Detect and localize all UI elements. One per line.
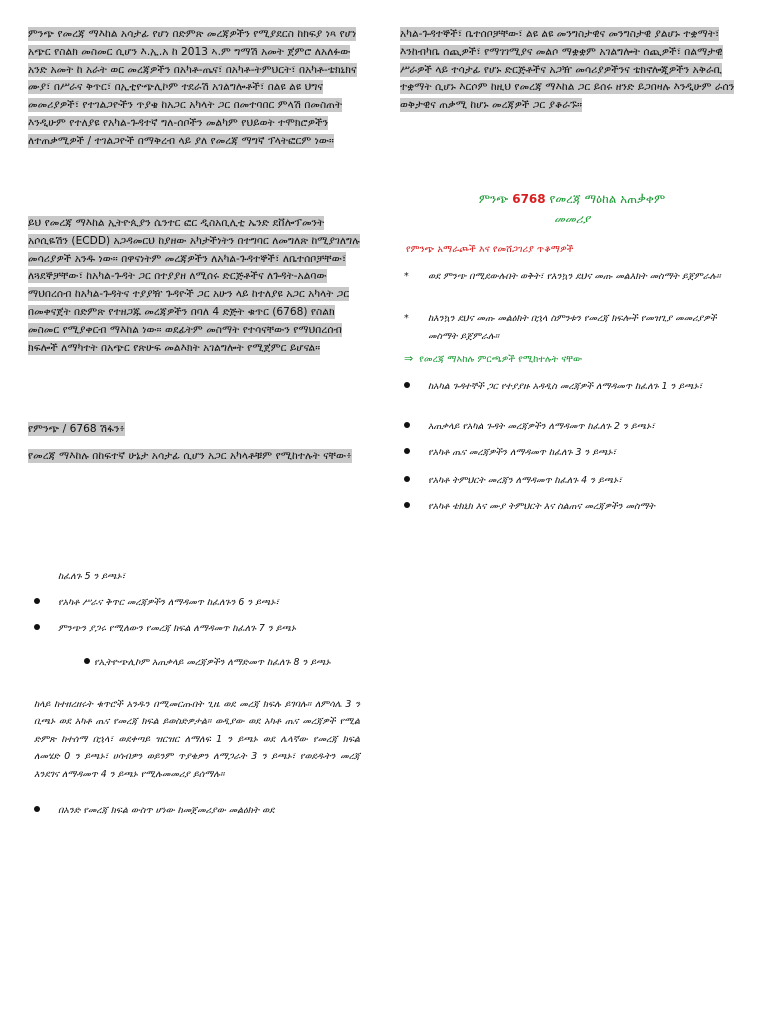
star-icon: * — [404, 271, 409, 282]
bullet-icon — [34, 598, 40, 604]
list-item: የአካቶ ትምህርት መረጃን ለማዳመጥ ከፈለጉ 4 ን ይጫኑ፣ — [404, 472, 744, 490]
bullet-icon — [84, 658, 90, 664]
partners-continued-paragraph: አካል-ጉዳተኞች፣ ቤተሰቦቻቸው፣ ልዩ ልዩ መንግስታዊና መንግስታዊ ያልሆኑ ተቋማት፣ እንከብካቤ ሰጪዎች፣ የማገገሚያና መልሶ ማቋቋም አገልግሎት ሰጪዎች፣ በልማታዊ ሥራዎች ላይ ተሳታፊ የሆኑ ድርጅቶችና አጋዥ መሳሪያዎችንና ቴክኖሎጂዎችን አቅራቢ ተቋማት ሲሆኑ እርሶም ከዚህ የመረጃ ማእከል ጋር ይሰሩ ዘንድ ይጋበዛሉ እንዲሁም ራሰን ወቅታዊና ጠቃሚ ከሆኑ መረጃዎች ጋር ያቆራኙ። — [400, 28, 735, 112]
choices-subheading: ⇒ የመረጃ ማእከሉ ምርጫዎች የሚከተሉት ናቸው — [404, 352, 583, 365]
arrow-right-icon: ⇒ — [404, 352, 414, 365]
partners-paragraph: የመረጃ ማእከሉ በከፍተኛ ሁኔታ አሳታፊ ሲሆን አጋር አካላቶቹም የሚከተሉት ናቸው፥ — [28, 450, 352, 462]
bullet-icon — [404, 476, 410, 482]
bullet-icon — [404, 422, 410, 428]
bullet-icon — [404, 502, 410, 508]
star-icon: * — [404, 313, 409, 324]
list-item: * ከእንኳን ደህና መጡ መልዕክት በኋላ ስምንቱን የመረጃ ክፍሎች የመዝጊያ መመሪያዎች መስማት ይጀምራሉ። — [404, 310, 744, 346]
instructions-paragraph: ከላይ ከተዘረዘሩት ቁጥሮች አንዱን በሚመርጡበት ጊዜ ወደ መረጃ ክፍሉ ይገባሉ። ለምሳሌ 3 ን ቢጫኑ ወደ አካቶ ጤና የመረጃ ክፍል ይወስድዎታል። ወዲያው ወደ አካቶ ጤና መረጃዎች የሚል ድምጽ ከተሰማ በኋላ፣ ወደቀጣይ ዝርዝር ለማለፍ 1 ን ይጫኑ ወደ ሌላኛው የመረጃ ክፍል ለመሄድ 0 ን ይጫኑ፣ ሀሳብዎን ወይንም ጥያቄዎን ለማጋራት 3 ን ይጫኑ፣ የወደዱትን መረጃ እንደገና ለማዳመጥ 4 ን ይጫኑ የሚሉመመሪያ ይሰማሉ። — [34, 699, 360, 780]
list-item: አጠቃላይ የአካል ጉዳት መረጃዎችን ለማዳመጥ ከፈለጉ 2 ን ይጫኑ፣ — [404, 418, 744, 436]
bullet-icon — [34, 624, 40, 630]
bullet-icon — [404, 448, 410, 454]
list-item: የአካቶ ጤና መረጃዎችን ለማዳመጥ ከፈለጉ 3 ን ይጫኑ፣ — [404, 444, 744, 462]
coverage-heading: የምንጭ / 6768 ሽፋን፥ — [28, 423, 125, 435]
list-item: የአካቶ ቴክኒክ እና ሙያ ትምህርት እና ስልጠና መረጃዎችን መስማት — [404, 498, 744, 516]
list-item: የኢትዮጭሊኮም አጠቃላይ መረጃዎችን ለማድመጥ ከፈለጉ 8 ን ይጫኑ — [34, 654, 360, 672]
list-item: ከአካል ጉዳተኞች ጋር የተያያዙ አዳዲስ መረጃዎች ለማዳመጥ ከፈለጉ 1 ን ይጫኑ፣ — [404, 378, 744, 396]
intro-paragraph: ምንጭ የመረጃ ማእከል አሳታፊ የሆነ በድምጽ መረጃዎችን የሚያደርስ ከክፍያ ነጻ የሆነ አጭር የስልክ መስመር ሲሆን እ.ኢ.አ ከ 2013 ኣ.ም ግማሽ አመት ጀምሮ ለአለፉው አንድ አመት ከ አራት ወር መረጃዎችን በአካቶ-ጤና፣ በአካቶ-ትምህርት፣ በአካቶ-ቴክኒክና ሙያ፣ በሥራና ቅጥር፣ በኢቲዮጭሊኮም ተደራሽ አገልግሎቶች፣ በልዩ ልዩ ህግና መመሪያዎች፣ የተገልጋዮችን ጥያቄ ከአጋር አካላት ጋር በመተባበር ምላሽ በመስጠት እንዲሁም የተለያዩ የአካል-ጉዳተኛ ግለ-ሰቦችን መልካም የህይወት ተሞክሮዎችን ለተጠቃሚዎች / ተገልጋዮች በማቅረብ ላይ ያለ የመረጃ ማግኛ ፕላትፎርም ነው። — [28, 28, 357, 147]
list-item: በአንድ የመረጃ ክፍል ውስጥ ሆነው ከመጀመሪያው መልዕክት ወደ — [34, 802, 360, 820]
about-paragraph: ይህ የመረጃ ማእከል ኢትዮጲያን ሴንተር ፎር ዲስአቢሊቲ ኤንድ ደቨሎፕመንት አሶሲዬሽን (ECDD) አጋዳመርህ ከያዘው አካታችነትን በተግባር ለመግለጽ ከሚያገለግሉ መሳሪያዎች አንዱ ነው። በዋናነትም መረጃዎችን ለአካል-ጉዳተኞች፣ ለቤተሰቦቻቸው፣ ለጓደኞቻቸው፣ ከአካል-ጉዳት ጋር በተያያዘ ለሚሰሩ ድርጅቶችና ለጉዳት-አልባው ማህበረሰብ ከአካል-ጉዳትና ተያያዥ ጉዳዮች ጋር አሁን ላይ ከተለያዩ አጋር አካላት ጋር በመቀናጀት በድምጽ የተዘጋጁ መረጃዎችን በባለ 4 ድጅት ቁጥር (6768) የስልክ መስመር የሚያቀርብ ማእከል ነው። ወደፊትም መስማት የተሳናቸውን የማህበረሰብ ክፍሎች ለማካተት በአጭር የጽሁፍ መልእክት አገልግሎት የሚጀምር ይሆናል። — [28, 217, 360, 354]
bullet-icon — [34, 806, 40, 812]
list-item: የአካቶ ሥራና ቅጥር መረጃዎችን ለማዳመጥ ከፈለጉን 6 ን ይጫኑ፣ — [34, 594, 360, 612]
bullet-icon — [404, 382, 410, 388]
list-item: * ወደ ምንጭ በሚደውሉበት ወቅት፣ የእንኳን ደህና መጡ መልእክት መስማት ይጀምራሉ። — [404, 268, 744, 286]
continued-line: ከፈለጉ 5 ን ይጫኑ፣ — [58, 571, 126, 582]
guide-title: ምንጭ 6768 የመረጃ ማዕከል አጠቃቀም — [478, 192, 666, 206]
guide-title-line2: መመሪያ — [554, 212, 590, 226]
list-item: ምንጭን ያጋሩ የሚለውን የመረጃ ክፍል ለማዳመጥ ከፈለጉ 7 ን ይጫኑ — [34, 620, 360, 638]
options-subheading: የምንጭ አማራጮች እና የመሸጋገሪያ ጥቆማዎች — [406, 244, 574, 255]
